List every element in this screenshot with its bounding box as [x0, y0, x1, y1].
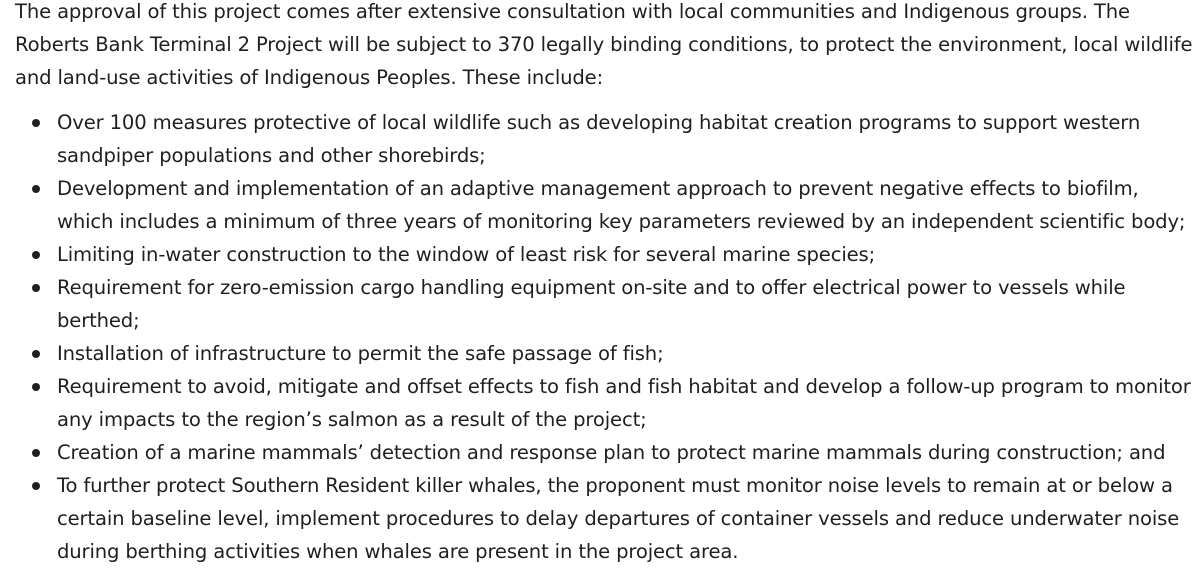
bullet-icon: [32, 482, 40, 490]
condition-item: [15, 238, 1200, 271]
article-body: [15, 0, 1200, 568]
condition-text: Requirement to avoid, mitigate and offset effects to fish and fish habitat and develop a follow-up program to monitor any impacts to the region’s salmon as a result of the project;: [57, 375, 1191, 431]
condition-item: [15, 106, 1200, 172]
condition-text: To further protect Southern Resident killer whales, the proponent must monitor noise levels to remain at or below a certain baseline level, implement procedures to delay departures of container vessels and reduce underwater noise during berthing activities when whales are present in the project area.: [57, 474, 1180, 563]
bullet-icon: [32, 185, 40, 193]
bullet-icon: [32, 383, 40, 391]
bullet-icon: [32, 251, 40, 259]
condition-text: Requirement for zero-emission cargo handling equipment on-site and to offer electrical power to vessels while berthed;: [57, 276, 1126, 332]
condition-text: Limiting in-water construction to the window of least risk for several marine species;: [57, 243, 876, 266]
bullet-icon: [32, 350, 40, 358]
condition-item: [15, 337, 1200, 370]
condition-item: [15, 271, 1200, 337]
condition-item: [15, 469, 1200, 568]
condition-text: Installation of infrastructure to permit the safe passage of fish;: [57, 342, 664, 365]
condition-item: [15, 370, 1200, 436]
bullet-icon: [32, 284, 40, 292]
bullet-icon: [32, 119, 40, 127]
condition-item: [15, 436, 1200, 469]
condition-text: Over 100 measures protective of local wildlife such as developing habitat creation programs to support western sandpiper populations and other shorebirds;: [57, 111, 1141, 167]
conditions-list: [15, 106, 1200, 568]
condition-item: [15, 172, 1200, 238]
intro-paragraph: The approval of this project comes after extensive consultation with local communities and Indigenous groups. The Roberts Bank Terminal 2 Project will be subject to 370 legally binding conditions, to protect the environment, local wildlife and land-use activities of Indigenous Peoples. These include:: [15, 0, 1193, 89]
condition-text: Creation of a marine mammals’ detection and response plan to protect marine mammals during construction; and: [57, 441, 1166, 464]
bullet-icon: [32, 449, 40, 457]
condition-text: Development and implementation of an adaptive management approach to prevent negative effects to biofilm, which includes a minimum of three years of monitoring key parameters reviewed by an independent scientific body;: [57, 177, 1186, 233]
